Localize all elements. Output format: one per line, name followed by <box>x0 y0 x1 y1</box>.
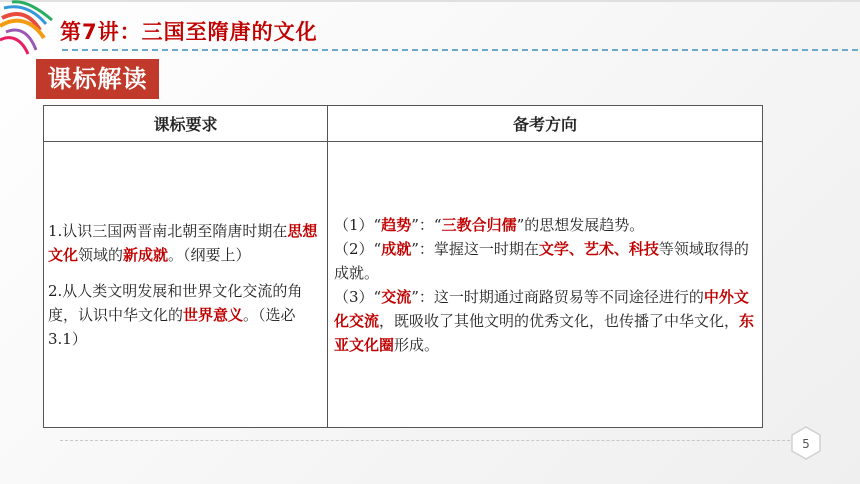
section-tag: 课标解读 <box>36 59 159 99</box>
standard-item-1: 1.认识三国两晋南北朝至隋唐时期在思想文化领域的新成就。（纲要上） <box>48 221 318 264</box>
direction-cell <box>328 142 763 428</box>
standard-item-2: 2.从人类文明发展和世界文化交流的角度，认识中华文化的世界意义。（选必3.1） <box>48 281 303 348</box>
direction-item-2: （2）“成就”：掌握这一时期在文学、艺术、科技等领域取得的成就。 <box>334 239 749 282</box>
top-band <box>0 0 860 2</box>
table-row <box>44 142 763 428</box>
header-standards: 课标要求 <box>44 106 328 142</box>
footer-divider <box>60 440 790 441</box>
title-divider <box>62 49 858 51</box>
page-title: 第7讲：三国至隋唐的文化 <box>60 20 318 44</box>
direction-item-3: （3）“交流”：这一时期通过商路贸易等不同途径进行的中外文化交流，既吸收了其他文明的优秀文化，也传播了中华文化，东亚文化圈形成。 <box>334 287 755 354</box>
direction-item-1: （1）“趋势”：“三教合归儒”的思想发展趋势。 <box>334 215 645 234</box>
header-direction: 备考方向 <box>328 106 763 142</box>
colorful-ribbon-logo-icon <box>0 0 60 56</box>
standards-cell <box>44 142 328 428</box>
standards-table <box>43 105 763 428</box>
page-number: 5 <box>802 437 810 451</box>
table-header-row <box>44 106 763 142</box>
